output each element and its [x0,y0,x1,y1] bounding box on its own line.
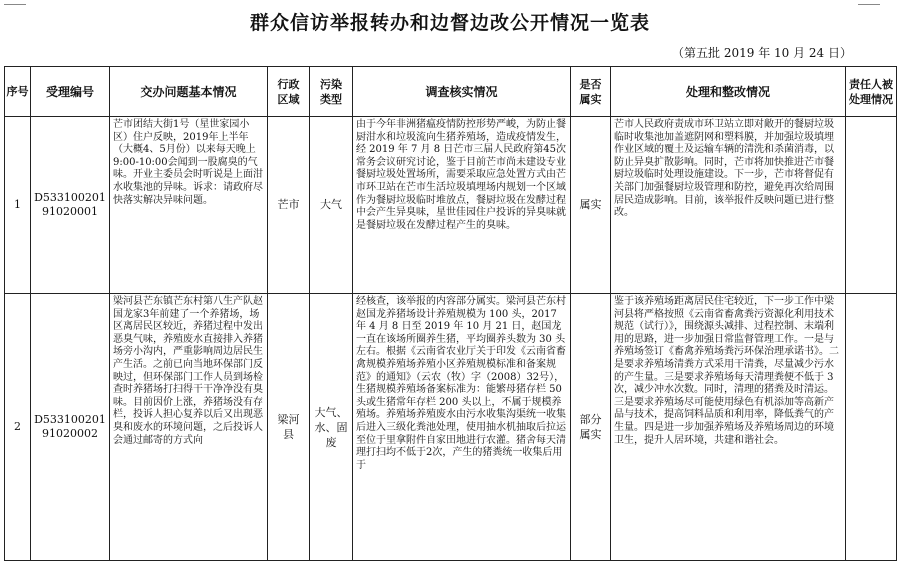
table-row [5,294,897,561]
header-responsible: 责任人被处理情况 [846,67,897,117]
row-region: 梁河县 [268,294,310,561]
row-verified: 部分属实 [571,294,611,561]
header-region: 行政区域 [268,67,310,117]
page-edge-mark-right [858,0,880,5]
row-pollution: 大气、水、固废 [310,294,353,561]
row-responsible [846,294,897,561]
row-responsible [846,117,897,294]
disclosure-table [4,66,897,561]
row-case-no: D533100201 91020001 [31,117,110,294]
header-investigation: 调查核实情况 [353,67,571,117]
row-region: 芒市 [268,117,310,294]
row-seq: 1 [5,117,31,294]
header-verified: 是否属实 [571,67,611,117]
row-verified: 属实 [571,117,611,294]
row-investigation: 由于今年非洲猪瘟疫情防控形势严峻，为防止餐厨泔水和垃圾流向生猪养殖场，造成疫情发生，经 2019 年 7 月 8 日芒市三届人民政府第45次常务会议研究讨论，鉴于目前芒市尚未建设专业餐厨垃圾处置场所，需要采取应急处置方式由芒市环卫站在芒市生活垃圾填埋场内规划一个区域作为餐厨垃圾临时堆放点，餐厨垃圾在发酵过程中会产生异臭味，星世佳园住户投诉的异臭味就是餐厨垃圾在发酵过程产生的臭味。 [353,117,571,294]
header-row [5,67,897,117]
row-seq: 2 [5,294,31,561]
header-case-no: 受理编号 [31,67,110,117]
header-handling: 处理和整改情况 [611,67,846,117]
row-issue: 梁河县芒东镇芒东村第八生产队赵国龙家3年前建了一个养猪场，场区离居民区较近，养猪过程中发出恶臭气味，养殖废水直接排入养猪场旁小沟内，严重影响周边居民生产生活。之前已向当地环保部门反映过，但环保部门工作人员到场检查时养猪场打扫得干干净净没有臭味。目前因价上涨，养猪场没有存栏，投诉人担心复养以后又出现恶臭和废水的环境问题，之后投诉人会通过邮寄的方式向 [110,294,268,561]
table-row [5,117,897,294]
header-seq: 序号 [5,67,31,117]
page-edge-mark-left [4,0,26,5]
row-case-no: D533100201 91020002 [31,294,110,561]
row-pollution: 大气 [310,117,353,294]
header-issue: 交办问题基本情况 [110,67,268,117]
row-handling: 鉴于该养殖场距离居民住宅较近，下一步工作中梁河县将严格按照《云南省畜禽粪污资源化利用技术规范（试行）》，围绕源头减排、过程控制、末端利用的思路，进一步加强日常监督管理工作。一是与养殖场签订《畜禽养殖场粪污环保治理承诺书》。二是要求养殖场清粪方式采用干清粪，尽量减少污水的产生量。三是要求养殖场每天清理粪便不低于 3 次，减少冲水次数。同时，清理的猪粪及时清运。三是要求养殖场尽可能使用绿色有机添加等高新产品与技术，提高饲料品质和利用率，降低粪气的产生量。四是进一步加强养殖场及养殖场周边的环境卫生，提升人居环境，共建和谐社会。 [611,294,846,561]
header-pollution: 污染类型 [310,67,353,117]
row-handling: 芒市人民政府责成市环卫站立即对敞开的餐厨垃圾临时收集池加盖遮阴网和塑料膜，并加强垃圾填埋作业区域的覆土及运输车辆的清洗和杀菌消毒，以防止异臭扩散影响。同时，芒市将加快推进芒市餐厨垃圾临时处理设施建设。下一步，芒市将督促有关部门加强餐厨垃圾管理和防控，避免再次给周围居民造成影响。目前，该举报件反映问题已进行整改。 [611,117,846,294]
batch-date-note: （第五批 2019 年 10 月 24 日） [672,46,852,60]
page-title: 群众信访举报转办和边督边改公开情况一览表 [249,12,650,34]
row-investigation: 经核查，该举报的内容部分属实。梁河县芒东村赵国龙养猪场设计养殖规模为 100 头，2017 年 4 月 8 日至 2019 年 10 月 21 日，赵国龙一直在该场所圈养生猪，平均圈养头数为 30 头左右。根据《云南省农业厅关于印发《云南省畜禽规模养殖场养殖小区养殖规模标准和备案规范》的通知》（云农（牧）字（2008）32号），生猪规模养殖场备案标准为：能繁母猪存栏 50 头或生猪常年存栏 200 头以上，不属于规模养殖场。养殖场养殖废水由污水收集沟渠统一收集后进入三级化粪池处理，使用抽水机抽取后拉运至位于里拿附件自家田地进行农灌。猪舍每天清理打扫均不低于2次，产生的猪粪统一收集后用于 [353,294,571,561]
row-issue: 芒市团结大街1号（星世家园小区）住户反映，2019年上半年（大概4、5月份）以来每天晚上9:00-10:00会闻到一股腐臭的气味。开业主委员会时听说是上面泔水收集池的异味。诉求：请政府尽快落实解决异味问题。 [110,117,268,294]
